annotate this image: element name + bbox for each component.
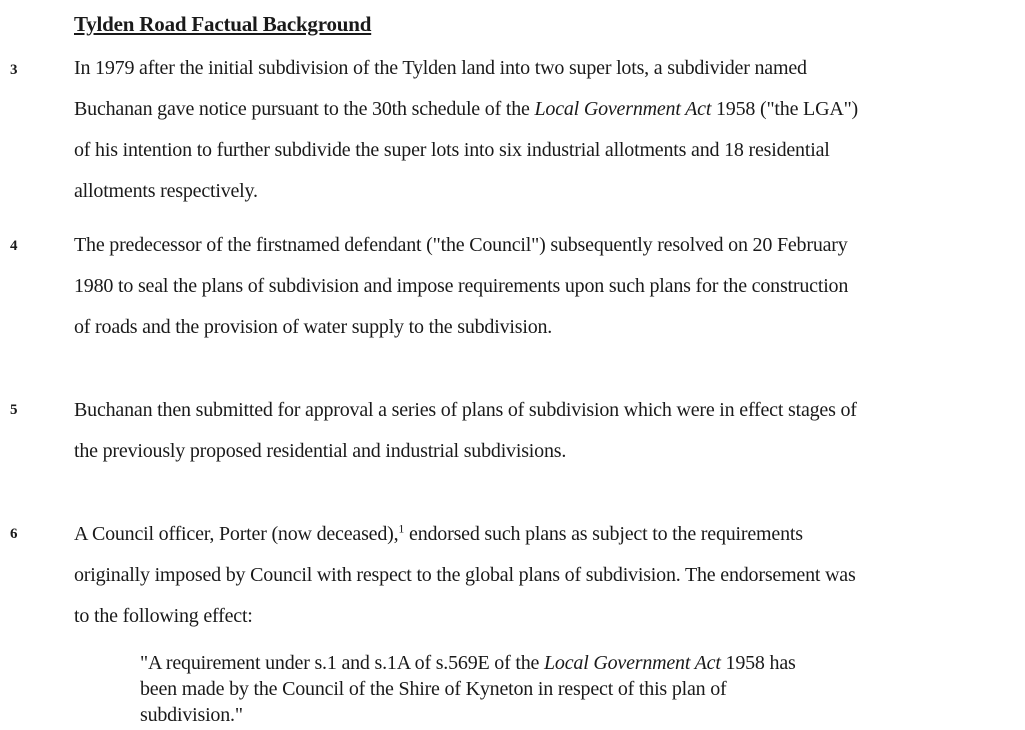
paragraph-6 xyxy=(74,514,864,637)
paragraph-3-text-a: In 1979 after the initial subdivision of the Tylden land into two super lots, a subdivider named Buchanan gave notice pursuant to the 30th schedule of the xyxy=(74,57,807,120)
paragraph-3 xyxy=(74,48,864,212)
quote-text-b: 1958 has been made by the Council of the Shire of Kyneton in respect of this plan of subdivision." xyxy=(140,652,796,726)
endorsement-quote xyxy=(140,650,810,728)
footnote-marker: 1 xyxy=(398,521,405,536)
paragraph-5: Buchanan then submitted for approval a series of plans of subdivision which were in effect stages of the previously proposed residential and industrial subdivisions. xyxy=(74,399,857,462)
paragraph-number-5: 5 xyxy=(10,402,18,418)
section-heading: Tylden Road Factual Background xyxy=(74,12,372,36)
paragraph-4: The predecessor of the firstnamed defendant ("the Council") subsequently resolved on 20 February 1980 to seal the plans of subdivision and impose requirements upon such plans for the construction of roads and the provision of water supply to the subdivision. xyxy=(74,234,849,338)
paragraph-3-act-name: Local Government Act xyxy=(534,98,712,120)
paragraph-number-3: 3 xyxy=(10,62,18,78)
quote-act-name: Local Government Act xyxy=(544,652,721,674)
paragraph-6-text-a: A Council officer, Porter (now deceased), xyxy=(74,523,399,545)
quote-text-a: "A requirement under s.1 and s.1A of s.569E of the xyxy=(140,652,544,674)
paragraph-3-text-b: 1958 ("the LGA") of his intention to further subdivide the super lots into six industrial allotments and 18 residential allotments respectively. xyxy=(74,98,858,202)
paragraph-number-6: 6 xyxy=(10,526,18,542)
paragraph-number-4: 4 xyxy=(10,238,18,254)
paragraph-6-text-b: endorsed such plans as subject to the requirements originally imposed by Council with respect to the global plans of subdivision. The endorsement was to the following effect: xyxy=(74,523,856,627)
